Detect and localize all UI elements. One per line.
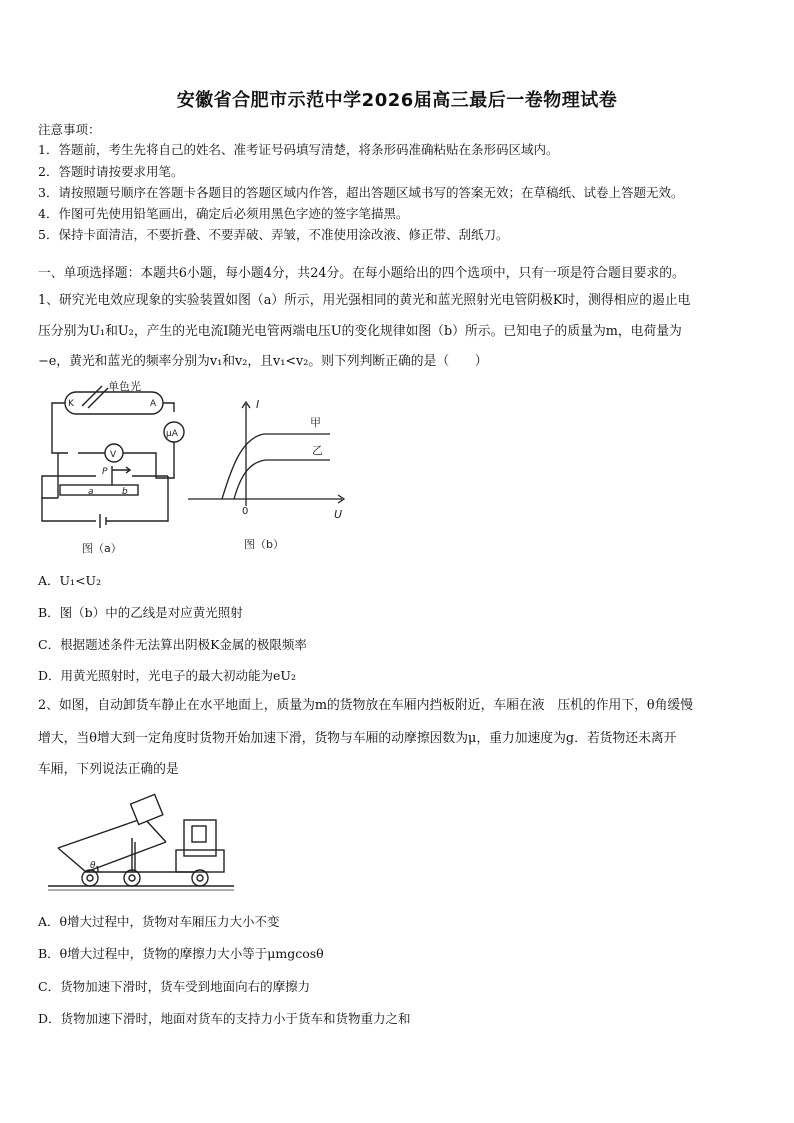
- q2-option-b: B．θ增大过程中，货物的摩擦力大小等于μmgcosθ: [38, 946, 324, 961]
- q1-option-b: B．图（b）中的乙线是对应黄光照射: [38, 605, 243, 620]
- q1-line-3: −e，黄光和蓝光的频率分别为v₁和v₂，且v₁<v₂。则下列判断正确的是（ ）: [38, 354, 488, 369]
- label-V: V: [110, 450, 117, 460]
- fig-a-caption: 图（a）: [82, 542, 122, 555]
- q2-line-2: 增大，当θ增大到一定角度时货物开始加速下滑，货物与车厢的动摩擦因数为μ，重力加速度为g．若货物还未离开: [38, 731, 677, 746]
- fig-b-caption: 图（b）: [244, 538, 284, 551]
- q2-line-3: 车厢，下列说法正确的是: [38, 762, 179, 777]
- q1-option-c: C．根据题述条件无法算出阴极K金属的极限频率: [38, 637, 307, 652]
- note-item-5: 5．保持卡面清洁，不要折叠、不要弄破、弄皱，不准使用涂改液、修正带、刮纸刀。: [38, 227, 509, 242]
- q2-option-a: A．θ增大过程中，货物对车厢压力大小不变: [38, 914, 280, 929]
- origin-label: 0: [242, 506, 249, 517]
- label-a: a: [88, 487, 94, 497]
- iu-graph: [182, 396, 352, 556]
- note-item-1: 1．答题前，考生先将自己的姓名、准考证号码填写清楚，将条形码准确粘贴在条形码区域内。: [38, 142, 559, 157]
- dump-truck-diagram: [46, 784, 236, 899]
- curve-label-2: 乙: [312, 444, 323, 457]
- label-uA: μA: [166, 429, 178, 439]
- axis-U-label: U: [334, 508, 343, 521]
- curve-label-1: 甲: [310, 416, 321, 429]
- notes-heading: 注意事项：: [38, 122, 101, 137]
- q2-option-d: D．货物加速下滑时，地面对货车的支持力小于货车和货物重力之和: [38, 1011, 411, 1026]
- circuit-diagram: [38, 378, 188, 558]
- theta-label: θ: [90, 861, 96, 871]
- light-label: 单色光: [108, 380, 141, 393]
- q2-option-c: C．货物加速下滑时，货车受到地面向右的摩擦力: [38, 979, 311, 994]
- note-item-3: 3．请按照题号顺序在答题卡各题目的答题区域内作答，超出答题区域书写的答案无效；在草稿纸、试卷上答题无效。: [38, 185, 684, 200]
- page-title: 安徽省合肥市示范中学2026届高三最后一卷物理试卷: [176, 90, 618, 111]
- q1-option-d: D．用黄光照射时，光电子的最大初动能为eU₂: [38, 668, 296, 683]
- q2-line-1: 2、如图，自动卸货车静止在水平地面上，质量为m的货物放在车厢内挡板附近，车厢在液 压机的作用下，θ角缓慢: [38, 698, 694, 713]
- section-heading: 一、单项选择题：本题共6小题，每小题4分，共24分。在每小题给出的四个选项中，只有一项是符合题目要求的。: [38, 266, 685, 281]
- q1-line-2: 压分别为U₁和U₂，产生的光电流I随光电管两端电压U的变化规律如图（b）所示。已知电子的质量为m，电荷量为: [38, 324, 682, 339]
- note-item-2: 2．答题时请按要求用笔。: [38, 164, 184, 179]
- q1-line-1: 1、研究光电效应现象的实验装置如图（a）所示，用光强相同的黄光和蓝光照射光电管阴极K时，测得相应的遏止电: [38, 293, 691, 308]
- label-b: b: [122, 487, 128, 497]
- axis-I-label: I: [256, 398, 260, 411]
- note-item-4: 4．作图可先使用铅笔画出，确定后必须用黑色字迹的签字笔描黑。: [38, 206, 409, 221]
- label-P: P: [102, 467, 108, 477]
- q1-option-a: A．U₁<U₂: [38, 573, 102, 588]
- label-A: A: [150, 399, 157, 409]
- label-K: K: [68, 399, 74, 409]
